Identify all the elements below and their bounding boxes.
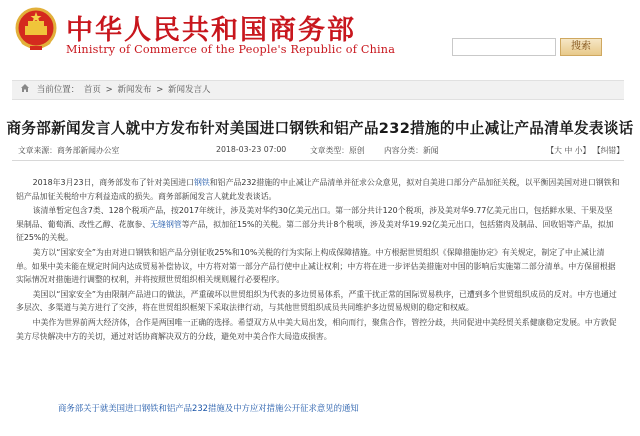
paragraph-text: 中美作为世界前两大经济体，合作是两国唯一正确的选择。希望双方从中美大局出发，相向而行，聚焦合作，管控分歧，共同促进中美经贸关系健康稳定发展。中方敦促美方尽快解决中方的关切，通过对话协商解决双方的分歧，避免对中美合作大局造成损害。 — [16, 317, 617, 341]
error-report-link[interactable]: 【纠错】 — [592, 146, 624, 155]
article-paragraph — [16, 204, 620, 245]
inline-keyword-link[interactable]: 钢铁 — [193, 178, 210, 187]
inline-keyword-link[interactable]: 无缝钢管 — [150, 219, 182, 229]
meta-date: 2018-03-23 07:00 — [216, 145, 287, 154]
font-size-toggle[interactable]: 【大 中 小】 — [546, 146, 591, 155]
article-body — [16, 176, 620, 343]
national-emblem-icon — [12, 6, 60, 56]
paragraph-text: 该清单暂定包含7类、128个税项产品，按2017年统计，涉及美对华约30亿美元出口。第一部分共计120个税项，涉及美对华9.77亿美元出口，包括鲜水果、干果及坚果制品、葡萄酒、改性乙醇、花旗参、 — [16, 206, 613, 229]
meta-source: 文章来源：商务部新闻办公室 — [18, 146, 120, 155]
article-paragraph — [16, 316, 620, 343]
paragraph-text: 2018年3月23日，商务部发布了针对美国进口 — [32, 178, 194, 187]
paragraph-text: 美方以“国家安全”为由对进口钢铁和铝产品分别征收25%和10%关税的行为实际上构成保障措施。中方根据世贸组织《保障措施协定》有关规定，制定了中止减让清单。如果中美未能在规定时间内达成贸易补偿协议，中方将对第一部分产品行使中止减让权利；中方将在进一步评估美措施对中国的影响后实施第二部分清单。中方保留根据实际情况对措施进行调整的权利，并将按照世贸组织相关规则履行必要程序。 — [16, 247, 616, 285]
breadcrumb-separator: > — [105, 85, 113, 95]
breadcrumb-item-spokesperson[interactable]: 新闻发言人 — [168, 85, 211, 95]
meta-classification: 内容分类：新闻 — [384, 146, 439, 155]
site-title-en: Ministry of Commerce of the People's Republic of China — [66, 43, 396, 56]
paragraph-text: 和铝产品232措施的中止减让产品清单并征求公众意见，拟对自美进口部分产品加征关税，以平衡因美国对进口钢铁和铝产品加征关税给中方利益造成的损失。商务部新闻发言人就此发表谈话。 — [16, 178, 620, 201]
paragraph-text: 等产品，拟加征15%的关税。第二部分共计8个税项，涉及美对华19.92亿美元出口，包括猪肉及制品、回收铝等产品，拟加征25%的关税。 — [16, 219, 614, 243]
divider — [12, 160, 624, 161]
search-bar — [452, 38, 602, 56]
site-header — [0, 0, 640, 72]
related-notice-link[interactable]: 商务部关于就美国进口钢铁和铝产品232措施及中方应对措施公开征求意见的通知 — [58, 403, 359, 413]
breadcrumb-item-news-release[interactable]: 新闻发布 — [117, 85, 152, 95]
article-paragraph — [16, 246, 620, 287]
breadcrumb-item-home[interactable]: 首页 — [83, 85, 101, 95]
search-input[interactable] — [452, 38, 556, 56]
article-paragraph — [16, 176, 620, 203]
paragraph-text: 美国以“国家安全”为由限制产品进口的做法，严重破坏以世贸组织为代表的多边贸易体系，严重干扰正常的国际贸易秩序，已遭到多个世贸组织成员的反对。中方也通过多层次、多渠道与美方进行了交涉，将在世贸组织框架下采取法律行动，与其他世贸组织成员共同维护多边贸易规则的稳定和权威。 — [16, 289, 617, 313]
home-icon — [20, 83, 30, 93]
site-title-cn: 中华人民共和国商务部 — [66, 15, 356, 46]
meta-type: 文章类型：原创 — [310, 146, 365, 155]
breadcrumb-prefix: 当前位置： — [36, 85, 80, 95]
breadcrumb — [12, 80, 624, 100]
meta-tools — [546, 145, 624, 156]
article-title: 商务部新闻发言人就中方发布针对美国进口钢铁和铝产品232措施的中止减让产品清单发表谈话 — [6, 120, 634, 137]
breadcrumb-separator: > — [156, 85, 164, 95]
article-paragraph — [16, 288, 620, 315]
search-button[interactable]: 搜索 — [560, 38, 602, 56]
article-meta — [18, 145, 624, 159]
